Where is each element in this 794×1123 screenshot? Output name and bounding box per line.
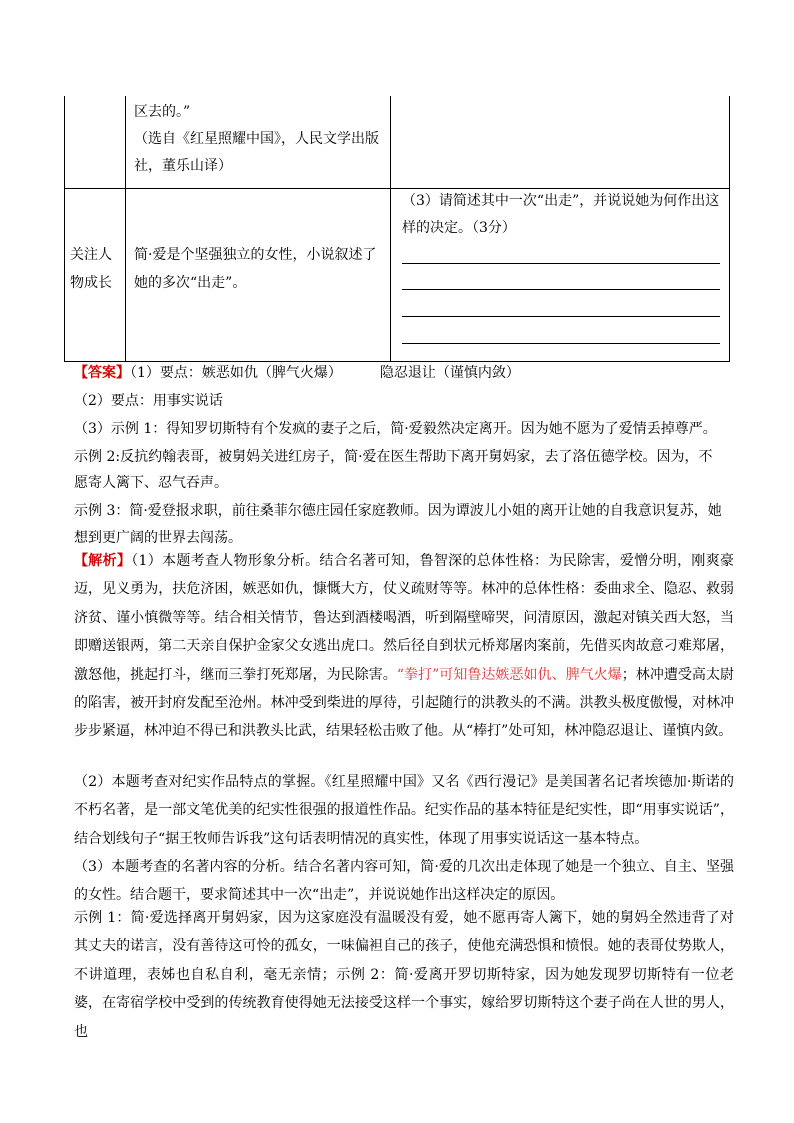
answer-tag: 【答案】 (74, 365, 130, 381)
row1-source-text: 区去的。” （选自《红星照耀中国》，人民文学出版 社，董乐山译） (134, 104, 379, 174)
answer-line-3 (402, 316, 720, 317)
analysis-paragraph-2: （2）本题考查对纪实作品特点的掌握。《红星照耀中国》又名《西行漫记》是美国著名记者埃德加·斯诺的不朽名著，是一部文笔优美的纪实性很强的报道性作品。纪实作品的基本特征是纪实性，即“用事实说话”，结合划线句子“据王牧师告诉我”这句话表明情况的真实性，体现了用事实说话这一基本特点。 (74, 774, 734, 847)
answer-example-2-cont: 愿寄人篱下、忍气吞声。 (74, 475, 228, 491)
answer-example-3: 示例 3：简·爱登报求职，前往桑菲尔德庄园任家庭教师。因为谭波儿小姐的离开让她的自我意识复苏，她 (74, 503, 722, 519)
answer-example-3-cont: 想到更广阔的世界去闯荡。 (74, 530, 242, 546)
row2-category-label: 关注人 物成长 (70, 247, 112, 291)
analysis-highlight: “拳打”可知鲁达嫉恶如仇、脾气火爆 (396, 666, 622, 683)
analysis-paragraph-4: 示例 1：简·爱选择离开舅妈家，因为这家庭没有温暖没有爱，她不愿再寄人篱下，她的舅妈全然违背了对其丈夫的诺言，没有善待这可怜的孤女，一味偏袒自己的孩子，使他充满恐惧和愤恨。她的表哥仗势欺人，不讲道理，表姊也自私自利，毫无亲情；示例 2：简·爱离开罗切斯特家，因为她发现罗切斯特有一位老婆，在寄宿学校中受到的传统教育使得她无法接受这样一个事实，嫁给罗切斯特这个妻子尚在人世的男人，也 (74, 910, 734, 1040)
table-divider-2 (390, 96, 391, 362)
analysis-paragraph-1: 【解析】（1）本题考查人物形象分析。结合名著可知，鲁智深的总体性格：为民除害，爱憎分明，刚爽豪迈，见义勇为，扶危济困，嫉恶如仇，慷慨大方，仗义疏财等等。林冲的总体性格：委曲求全、隐忍、救弱济贫、谨小慎微等等。结合相关情节，鲁达到酒楼喝酒，听到隔壁啼哭，问清原因，激起对镇关西大怒，当即赠送银两，第二天亲自保护金家父女逃出虎口。然后径自到状元桥郑屠肉案前，先借买肉故意刁难郑屠，激怒他，挑起打斗，继而三拳打死郑屠，为民除害。“拳打”可知鲁达嫉恶如仇、脾气火爆；林冲遭受高太尉的陷害，被开封府发配至沧州。林冲受到柴进的厚待，引起随行的洪教头的不满。洪教头极度傲慢，对林冲步步紧逼，林冲迫不得已和洪教头比武，结果轻松击败了他。从“棒打”处可知，林冲隐忍退让、谨慎内敛。 (74, 553, 735, 740)
answer-line-1 (402, 263, 720, 264)
table-border-right (729, 96, 730, 362)
analysis-tag: 【解析】 (74, 553, 132, 569)
row2-question: （3）请简述其中一次“出走”，并说说她为何作出这 样的决定。（3分） (402, 193, 720, 236)
answer-line-row1: 【答案】（1）要点：嫉恶如仇（脾气火爆） 隐忍退让（谨慎内敛） (74, 365, 520, 381)
answer-example-2: 示例 2:反抗约翰表哥，被舅妈关进红房子，简·爱在医生帮助下离开舅妈家，去了洛伍德学校。因为，不 (74, 449, 713, 465)
answer-example-1: （3）示例 1：得知罗切斯特有个发疯的妻子之后，简·爱毅然决定离开。因为她不愿为了爱情丢掉尊严。 (74, 421, 717, 437)
answer-line-4 (402, 343, 720, 344)
analysis-paragraph-3: （3）本题考查的名著内容的分析。结合名著内容可知，简·爱的几次出走体现了她是一个独立、自主、坚强的女性。结合题干，要求简述其中一次“出走”，并说说她作出这样决定的原因。 (74, 859, 734, 904)
answer-point-2: （2）要点：用事实说话 (74, 393, 223, 409)
table-border-left (64, 96, 65, 362)
answer-line-2 (402, 289, 720, 290)
row2-description: 简·爱是个坚强独立的女性，小说叙述了 她的多次“出走”。 (134, 247, 377, 291)
table-divider-1 (125, 96, 126, 362)
